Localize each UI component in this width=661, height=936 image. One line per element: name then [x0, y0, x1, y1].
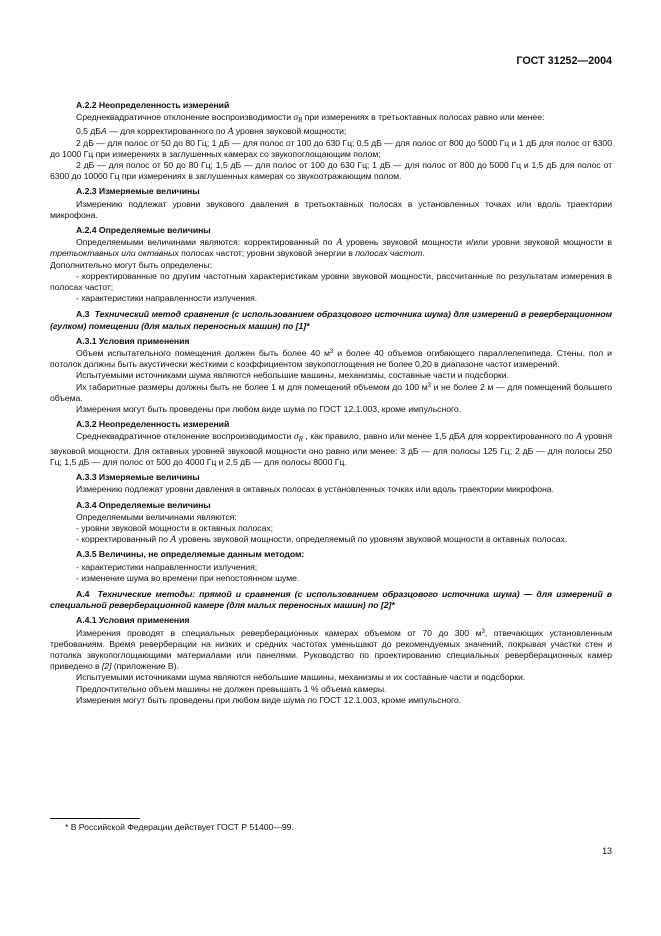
section-a41-para-4: Измерения могут быть проведены при любом виде шума по ГОСТ 12.1.003, кроме импульсного. — [76, 694, 462, 705]
section-a34-para-2: - уровни звуковой мощности в октавных полосах; — [76, 522, 274, 533]
document-header-id: ГОСТ 31252—2004 — [516, 55, 612, 67]
section-a4-heading: А.4 Технические методы: прямой и сравнения (с использованием образцового источника шума) — для измерений в специальной реверберационной камере (для малых переносных машин) по [2]* — [50, 588, 612, 611]
section-a22-para-3: 2 дБ — для полос от 50 до 80 Гц; 1 дБ — для полос от 100 до 630 Гц; 0,5 дБ — для полос от 800 до 5000 Гц и 1 дБ для полос от 6300 до 1000 Гц при измерениях в заглушенных камерах со звукопоглощающим полом; — [50, 137, 612, 159]
section-a22-heading: А.2.2 Неопределенность измерений — [76, 100, 230, 110]
section-a41-para-3: Предпочтительно объем машины не должен превышать 1 % объема камеры. — [76, 683, 387, 694]
section-a41-para-1: Измерения проводят в специальных реверберационных камерах объемом от 70 до 300 $м^3$, отвечающих установленным требованиям. Время реверберации на низких и средних частотах уменьшают до рекомендуемых значений, покрывая участки стен и потолка звукопоглощающими материалами или панелями. Руководство по проектированию специальных реверберационных камер приведено в [2] (приложение В). — [50, 627, 612, 672]
section-a33-heading: А.3.3 Измеряемые величины — [76, 472, 200, 483]
section-a33-para-1: Измерению подлежат уровни давления в октавных полосах в установленных точках или вдоль траектории микрофона. — [76, 484, 554, 495]
section-a32-heading: А.3.2 Неопределенность измерений — [76, 419, 230, 430]
section-a35-para-1: - характеристики направленности излучения; — [76, 561, 258, 572]
section-a22-para-2: 0,5 дБА — для корректированного по А уровня звуковой мощности; — [76, 126, 347, 138]
section-a35-para-2: - изменение шума во времени при непостоянном шуме. — [76, 572, 300, 583]
section-a31-heading: А.3.1 Условия применения — [76, 335, 190, 346]
section-a24-heading: А.2.4 Определяемые величины — [76, 225, 211, 236]
section-a24-para-3: - корректированные по другим частотным характеристикам уровни звуковой мощности, рассчитанные по результатам измерения в полосах частот; — [50, 270, 612, 293]
document-body — [50, 96, 612, 706]
footnote-separator — [50, 818, 140, 819]
section-a24-para-4: - характеристики направленности излучения. — [76, 293, 258, 304]
section-a31-para-1: Объем испытательного помещения должен быть более 40 $м^3$ и более 40 объемов огибающего параллелепипеда. Стены, пол и потолок должны быть акустически жесткими с коэффициентом звукопоглощения не более 0,20 в диапазоне частот измерений. — [50, 348, 612, 370]
footnote: * В Российской Федерации действует ГОСТ Р 51400—99. — [65, 822, 294, 832]
section-a35-heading: А.3.5 Величины, не определяемые данным методом: — [76, 549, 305, 560]
section-a31-para-2: Испытуемыми источниками шума являются небольшие машины, механизмы, составные части и подсборки. — [76, 370, 509, 381]
section-a41-para-2: Испытуемыми источниками шума являются небольшие машины, механизмы и их составные части и подсборки. — [76, 672, 526, 683]
section-a34-para-1: Определяемыми величинами являются: — [76, 511, 237, 522]
section-a23-para-1: Измерению подлежат уровни звукового давления в третьоктавных полосах в установленных точках или вдоль траектории микрофона. — [50, 198, 612, 220]
section-a41-heading: А.4.1 Условия применения — [76, 615, 190, 626]
section-a22-para-1: Среднеквадратичное отклонение воспроизводимости $\sigma_R$ при измерениях в третьоктавных полосах равно или менее: — [76, 112, 545, 125]
section-a31-para-4: Измерения могут быть проведены при любом виде шума по ГОСТ 12.1.003, кроме импульсного. — [76, 404, 462, 415]
section-a31-para-3: Их габаритные размеры должны быть не более 1 м для помещений объемом до 100 $м^3$ и не более 2 м — для помещений большего объема. — [50, 381, 613, 403]
section-a3-heading: А.3 Технический метод сравнения (с использованием образцового источника шума) для измерений в реверберационном (гулком) помещении (для малых переносных машин) по [1]* — [50, 309, 612, 331]
page-number: 13 — [602, 846, 612, 856]
section-a34-para-3: - корректированный по А уровень звуковой мощности, определяемый по уровням звуковой мощности в октавных полосах. — [76, 534, 568, 546]
section-a24-para-2: Дополнительно могут быть определены: — [50, 259, 212, 270]
section-a32-para-1: Среднеквадратичное отклонение воспроизводимости $\sigma_R$ , как правило, равно или менее 1,5 дБА для корректированного по А уровня звуковой мощности. Для октавных уровней звуковой мощности оно равно или менее: 3 дБ — для полосы 125 Гц; 2 дБ — для полосы 250 Гц; 1,5 дБ — для полос от 500 до 4000 Гц и 2,5 дБ — для полосы 8000 Гц. — [50, 431, 613, 467]
section-a23-heading: А.2.3 Измеряемые величины — [76, 186, 200, 197]
section-a34-heading: А.3.4 Определяемые величины — [76, 499, 211, 510]
section-a24-para-1: Определяемыми величинами являются: корректированный по А уровень звуковой мощности и/или уровни звуковой мощности в третьоктавных или октавных полосах частот; уровни звуковой энергии в полосах частот. — [50, 237, 613, 259]
section-a22-para-4: 2 дБ — для полос от 50 до 80 Гц; 1,5 дБ — для полос от 100 до 630 Гц; 1 дБ — для полос от 800 до 5000 Гц и 1,5 дБ для полос от 6300 до 10000 Гц при измерениях в заглушенных камерах со звукоотражающим полом. — [50, 160, 612, 182]
